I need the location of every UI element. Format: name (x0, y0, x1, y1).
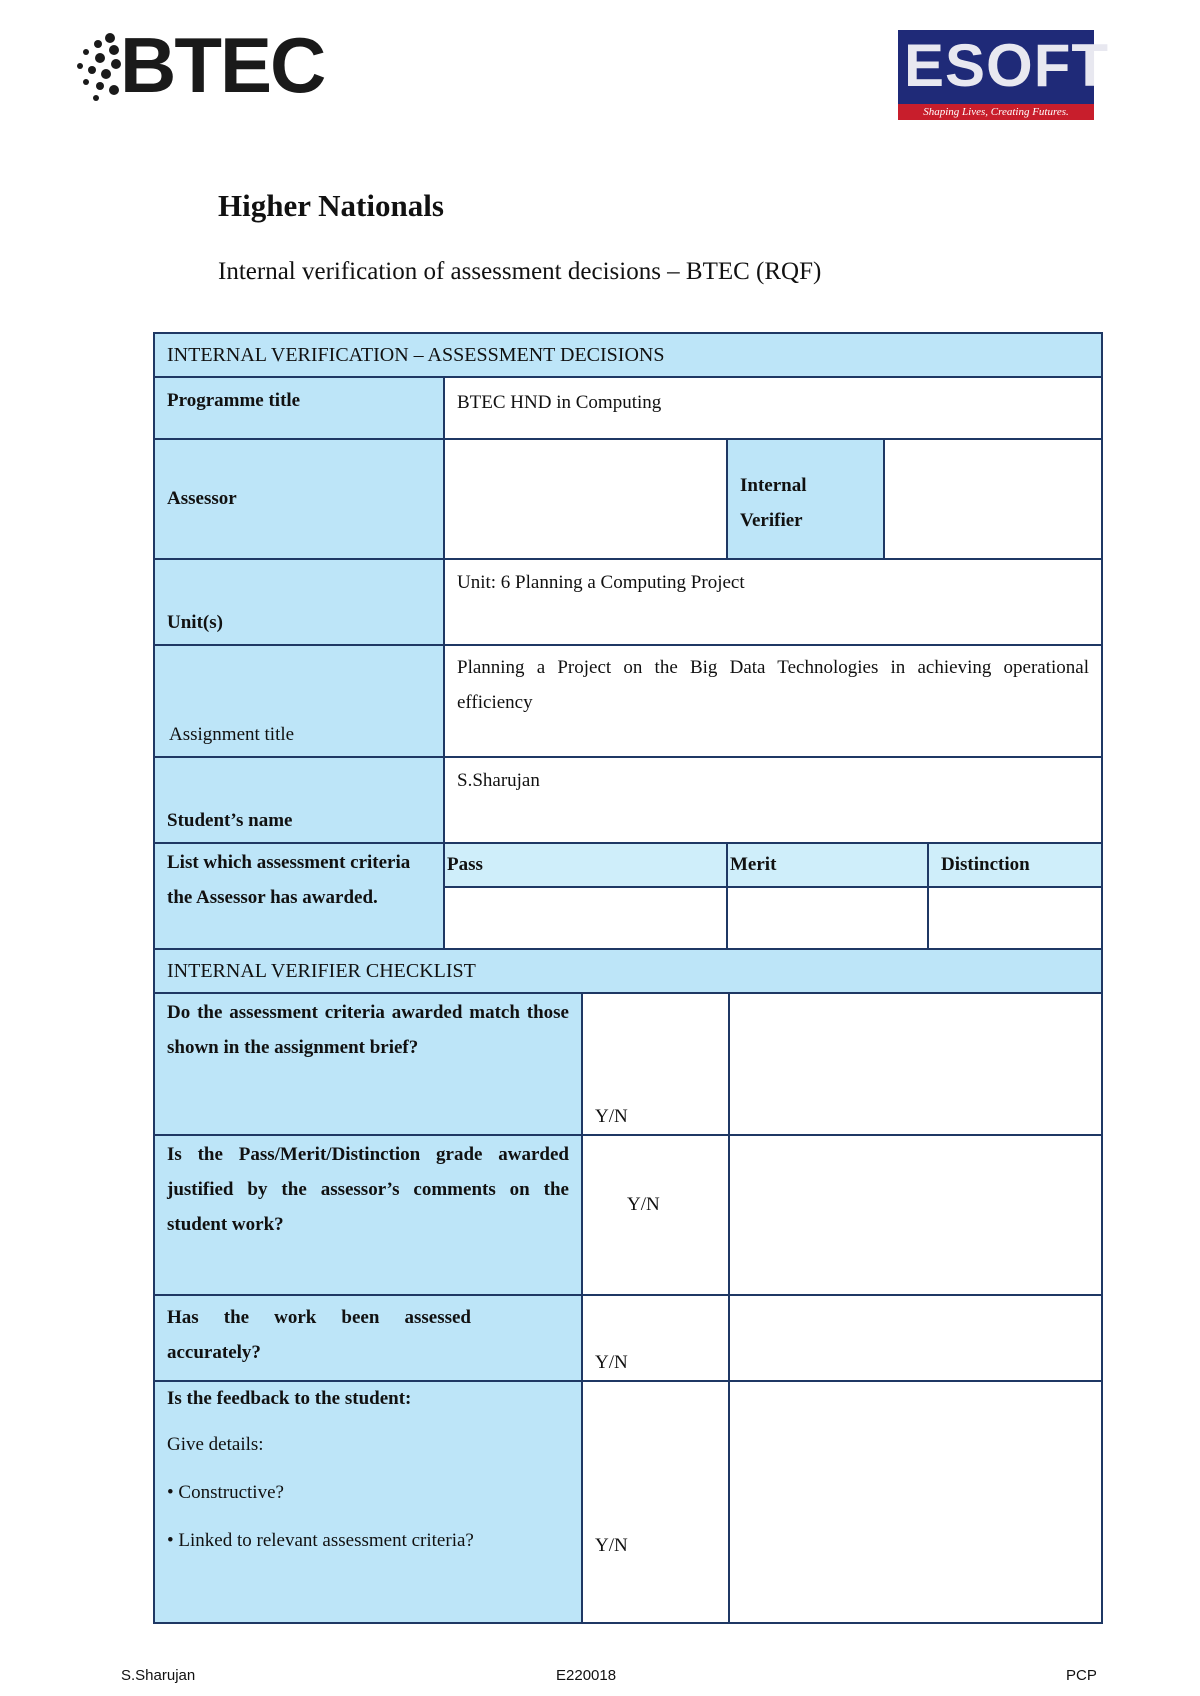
footer-id: E220018 (556, 1667, 617, 1684)
criteria-distinction-field[interactable] (927, 886, 1103, 950)
feedback-answer[interactable]: Y/N (581, 1380, 730, 1624)
esoft-logo-text: ESOFT (904, 32, 1110, 99)
feedback-give-details: Give details: (167, 1434, 264, 1455)
btec-dots-icon (74, 32, 124, 102)
checklist-question-3: Has the work been assessed accurately? (153, 1294, 583, 1382)
assessor-field[interactable] (443, 438, 728, 560)
internal-verifier-field[interactable] (883, 438, 1103, 560)
btec-logo-text: BTEC (120, 21, 325, 109)
criteria-label: List which assessment criteria the Assessor has awarded. (153, 842, 445, 950)
assignment-title-field[interactable]: Planning a Project on the Big Data Technologies in achieving operational efficiency (443, 644, 1103, 758)
units-label: Unit(s) (153, 558, 445, 646)
footer-module: PCP (1066, 1667, 1097, 1684)
assessor-label: Assessor (153, 438, 445, 560)
feedback-bullet-constructive: • Constructive? (167, 1482, 284, 1503)
checklist-answer-1[interactable]: Y/N (581, 992, 730, 1136)
criteria-merit-header: Merit (726, 842, 929, 888)
checklist-comment-2[interactable] (728, 1134, 1103, 1296)
assignment-title-label: Assignment title (153, 644, 445, 758)
feedback-question: Is the feedback to the student: (167, 1388, 412, 1409)
internal-verifier-label: Internal Verifier (726, 438, 885, 560)
checklist-answer-3[interactable]: Y/N (581, 1294, 730, 1382)
criteria-merit-field[interactable] (726, 886, 929, 950)
units-field[interactable]: Unit: 6 Planning a Computing Project (443, 558, 1103, 646)
checklist-question-1: Do the assessment criteria awarded match those shown in the assignment brief? (153, 992, 583, 1136)
checklist-answer-2[interactable]: Y/N (581, 1134, 730, 1296)
esoft-logo-tagline: Shaping Lives, Creating Futures. (898, 104, 1094, 120)
feedback-comment[interactable] (728, 1380, 1103, 1624)
section-header-assessment-decisions: INTERNAL VERIFICATION – ASSESSMENT DECISIONS (153, 332, 1103, 378)
programme-title-label: Programme title (153, 376, 445, 440)
page-subtitle: Internal verification of assessment decisions – BTEC (RQF) (218, 258, 822, 285)
esoft-logo (898, 30, 1110, 120)
section-header-verifier-checklist: INTERNAL VERIFIER CHECKLIST (153, 948, 1103, 994)
checklist-question-2: Is the Pass/Merit/Distinction grade awarded justified by the assessor’s comments on the student work? (153, 1134, 583, 1296)
page-title: Higher Nationals (218, 188, 444, 223)
feedback-question-block (153, 1380, 583, 1624)
student-name-field[interactable]: S.Sharujan (443, 756, 1103, 844)
feedback-bullet-linked: • Linked to relevant assessment criteria? (167, 1530, 474, 1551)
student-name-label: Student’s name (153, 756, 445, 844)
footer-student: S.Sharujan (121, 1667, 196, 1684)
checklist-comment-3[interactable] (728, 1294, 1103, 1382)
checklist-comment-1[interactable] (728, 992, 1103, 1136)
verification-form (153, 332, 1103, 1622)
programme-title-field[interactable]: BTEC HND in Computing (443, 376, 1103, 440)
criteria-distinction-header: Distinction (927, 842, 1103, 888)
criteria-pass-header: Pass (443, 842, 728, 888)
criteria-pass-field[interactable] (443, 886, 728, 950)
btec-logo (74, 21, 325, 112)
